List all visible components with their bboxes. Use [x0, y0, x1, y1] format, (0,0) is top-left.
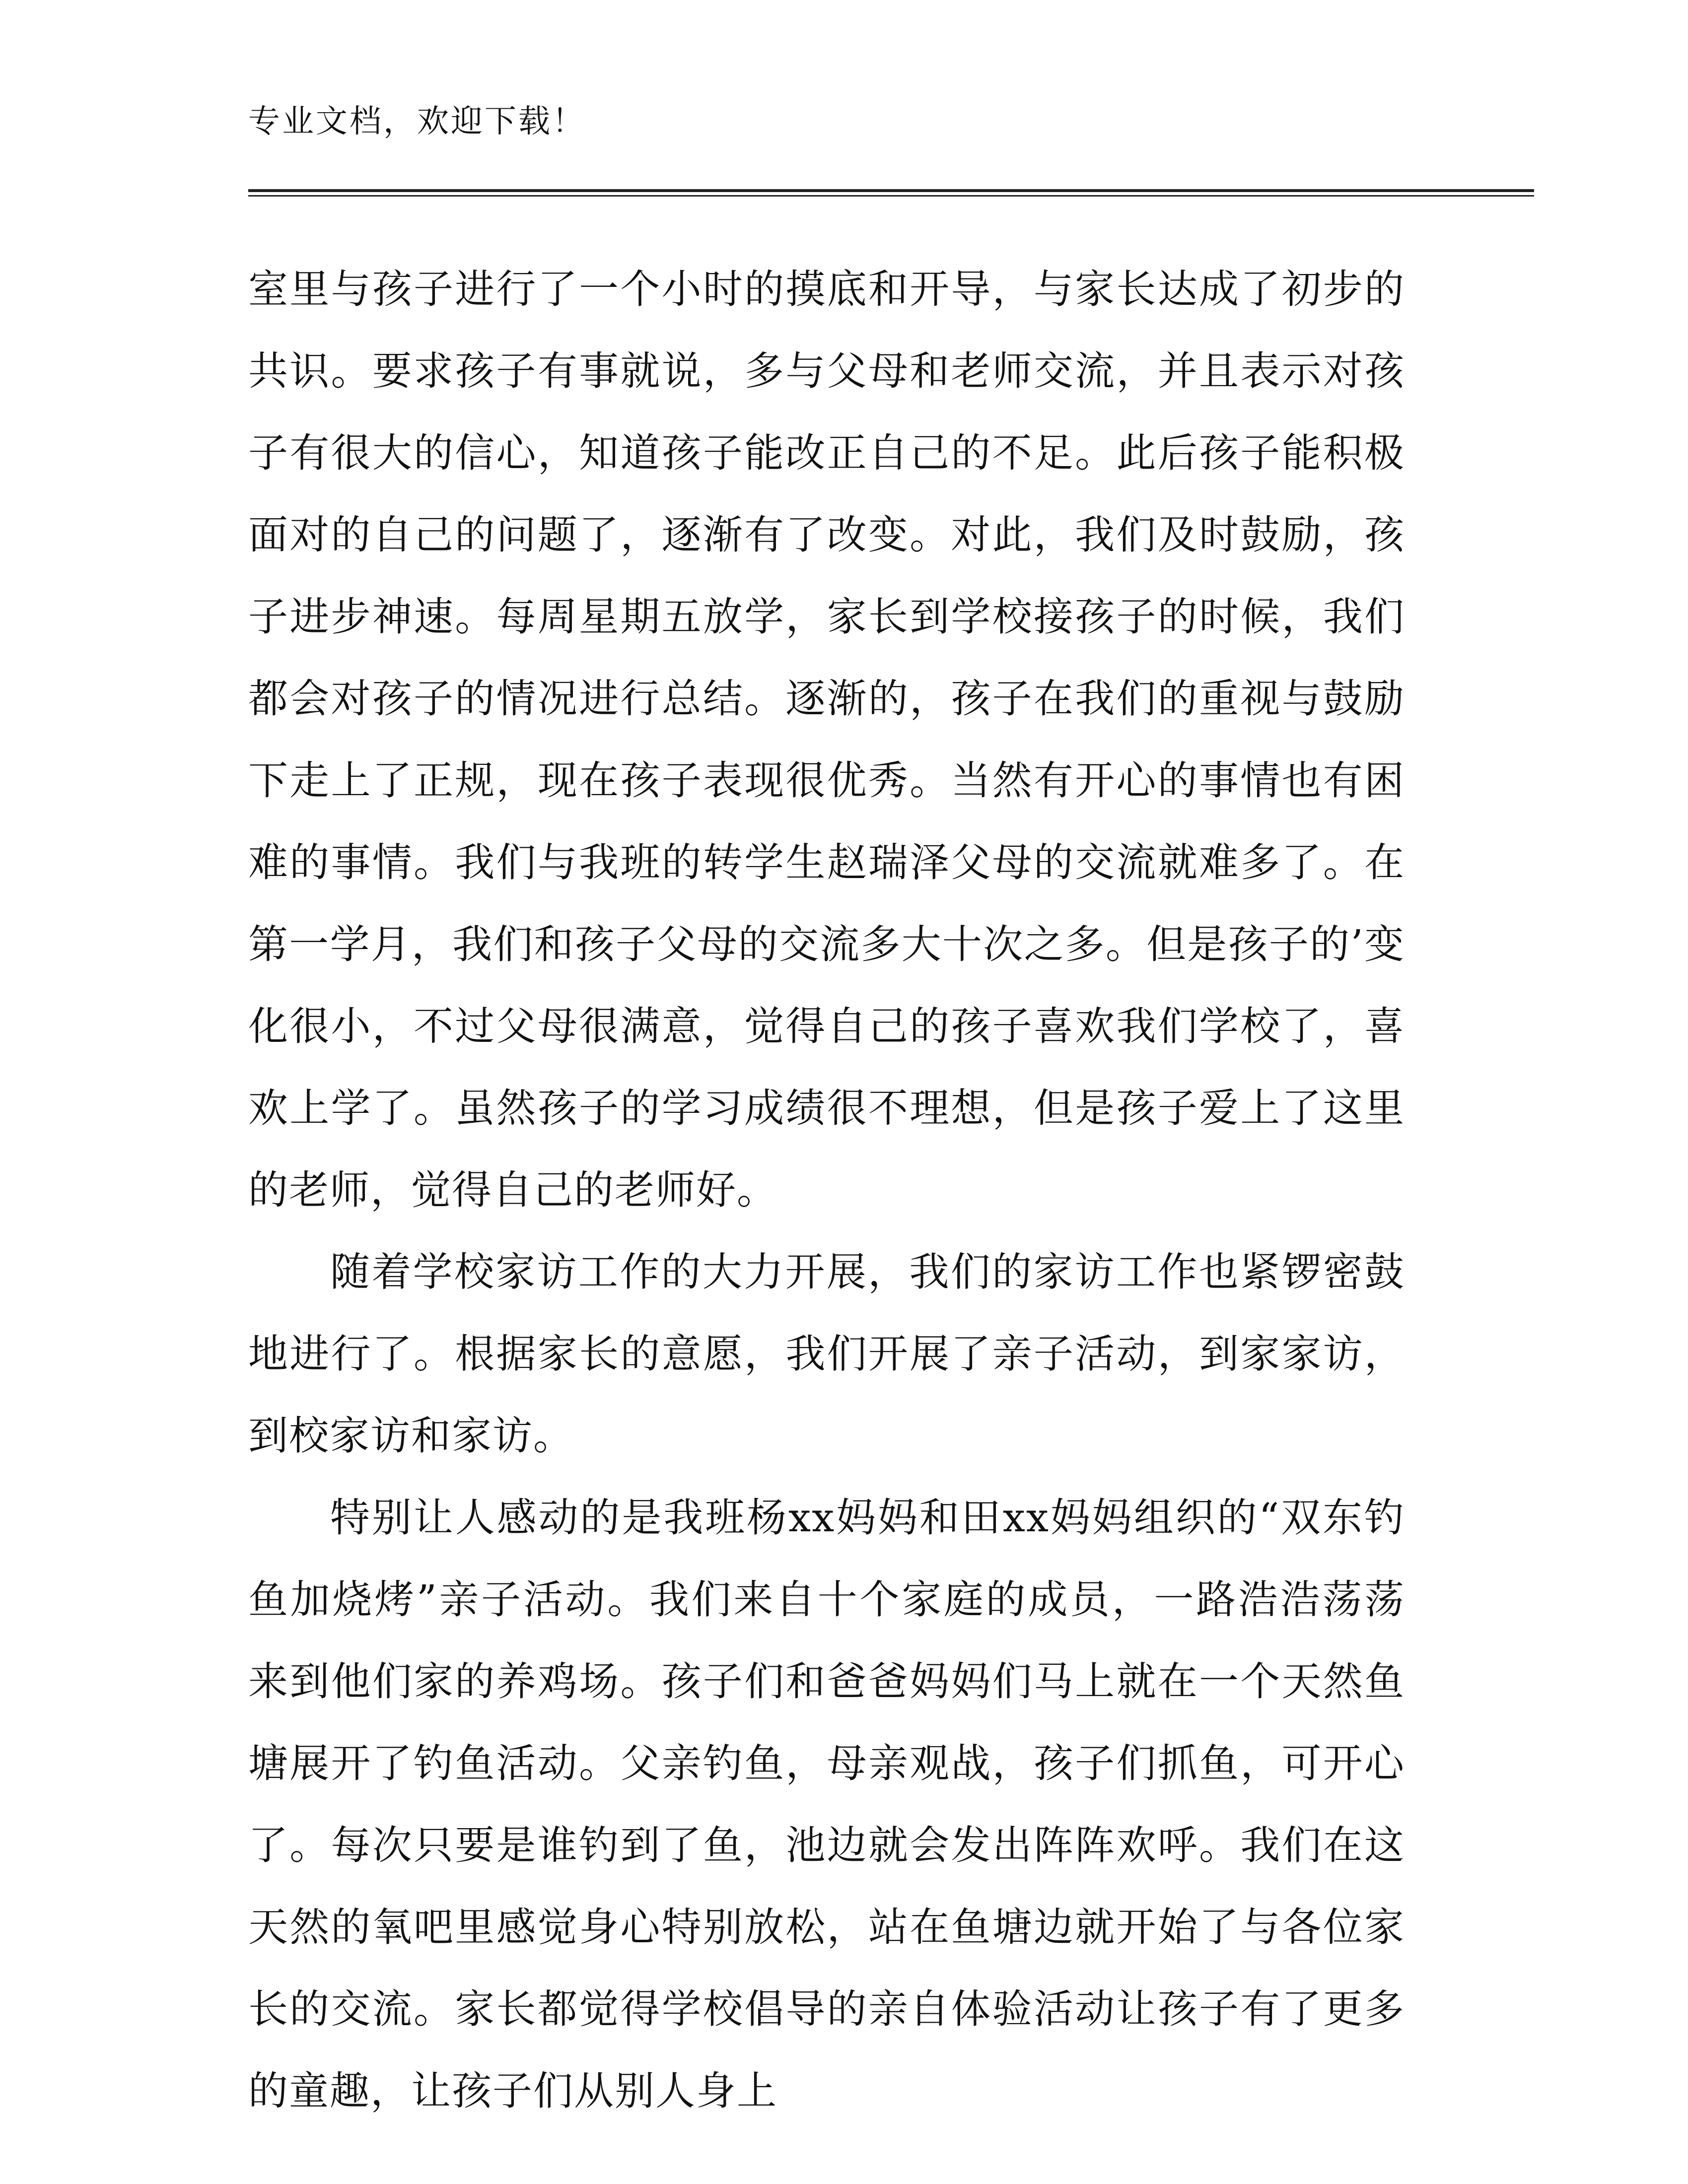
header-rule-thin — [248, 195, 1534, 197]
header-rule-thick — [248, 189, 1534, 192]
paragraph-fishing-activity: 特别让人感动的是我班杨xx妈妈和田xx妈妈组织的“双东钓鱼加烧烤”亲子活动。我们来自十个家庭的成员，一路浩浩荡荡来到他们家的养鸡场。孩子们和爸爸妈妈们马上就在一个天然鱼塘展开了钓鱼活动。父亲钓鱼，母亲观战，孩子们抓鱼，可开心了。每次只要是谁钓到了鱼，池边就会发出阵阵欢呼。我们在这天然的氧吧里感觉身心特别放松，站在鱼塘边就开始了与各位家长的交流。家长都觉得学校倡导的亲自体验活动让孩子有了更多的童趣，让孩子们从别人身上 — [248, 1495, 1405, 2114]
document-body — [248, 248, 1405, 2132]
paragraph-continued: 室里与孩子进行了一个小时的摸底和开导，与家长达成了初步的共识。要求孩子有事就说，多与父母和老师交流，并且表示对孩子有很大的信心，知道孩子能改正自己的不足。此后孩子能积极面对的自己的问题了，逐渐有了改变。对此，我们及时鼓励，孩子进步神速。每周星期五放学，家长到学校接孩子的时候，我们都会对孩子的情况进行总结。逐渐的，孩子在我们的重视与鼓励下走上了正规，现在孩子表现很优秀。当然有开心的事情也有困难的事情。我们与我班的转学生赵瑞泽父母的交流就难多了。在第一学月，我们和孩子父母的交流多大十次之多。但是孩子的’变化很小，不过父母很满意，觉得自己的孩子喜欢我们学校了，喜欢上学了。虽然孩子的学习成绩很不理想，但是孩子爱上了这里的老师，觉得自己的老师好。 — [248, 266, 1405, 1213]
page-header: 专业文档，欢迎下载！ — [248, 103, 586, 140]
paragraph-home-visit: 随着学校家访工作的大力开展，我们的家访工作也紧锣密鼓地进行了。根据家长的意愿，我们开展了亲子活动，到家家访，到校家访和家访。 — [248, 1249, 1405, 1459]
